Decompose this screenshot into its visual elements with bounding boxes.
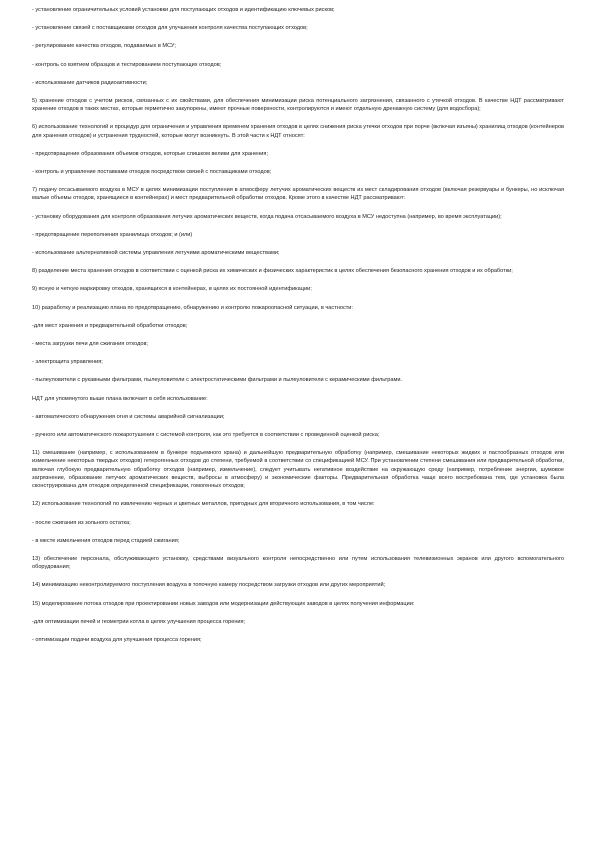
numbered-paragraph: 7) подачу отсасываемого воздуха в МСУ в целях минимизации поступления в атмосферу летучих ароматических веществ из мест складирования отходов (включая резервуары и бункеры, но исключая малые объемы отходов, хранящиеся в контейнерах) и мест предварительной обработки отходов. Кроме этого в качестве НДТ рассматривают: <box>32 187 564 202</box>
numbered-paragraph: 13) обеспечение персонала, обслуживающего установку, средствами визуального контроля непосредственно или путем использования телевизионных экранов или другого вспомогательного оборудования; <box>32 555 564 571</box>
list-item: - после сжигания из зольного остатка; <box>32 519 131 526</box>
list-item: -для мест хранения и предварительной обработки отходов; <box>32 322 188 329</box>
list-item: - контроль и управление поставками отходов посредством связей с поставщиками отходов; <box>32 169 272 176</box>
list-item: -для оптимизации печей и геометрии котла в целях улучшения процесса горения; <box>32 618 246 625</box>
list-item: - оптимизации подачи воздуха для улучшения процесса горения; <box>32 636 202 643</box>
numbered-paragraph: 5) хранение отходов с учетом рисков, связанных с их свойствами, для обеспечения минимизации риска потенциального загрязнения, связанного с утечкой отходов. В качестве НДТ рассматривают хранение отходов в таких местах, которые герметично закупорены, имеют прочные поверхности, контролируются и имеют отдельную дренажную систему (для водосбора); <box>32 98 564 113</box>
list-item: - контроль со взятием образцов и тестированием поступающих отходов; <box>32 61 222 68</box>
body-paragraph: НДТ для упомянутого выше плана включает в себя использование: <box>32 395 208 402</box>
numbered-paragraph: 6) использование технологий и процедур для ограничения и управления временем хранения отходов в целях снижения риска утечки отходов при порче (включая изъяны) хранилищ отходов (контейнеров для хранения отходов) и устранения трудностей, которые могут возникнуть. В этой части к НДТ относят: <box>32 124 564 139</box>
numbered-paragraph: 9) ясную и четкую маркировку отходов, хранящихся в контейнерах, в целях их постоянной идентификации; <box>32 286 312 293</box>
list-item: - установление связей с поставщиками отходов для улучшения контроля качества поступающих отходов; <box>32 25 308 32</box>
numbered-paragraph: 10) разработку и реализацию плана по предотвращению, обнаружению и контролю пожароопасной ситуации, в частности: <box>32 304 353 311</box>
list-item: - места загрузки печи для сжигания отходов; <box>32 341 148 348</box>
list-item: - в месте измельчения отходов перед стадией сжигания; <box>32 537 180 544</box>
list-item: - предотвращение образования объемов отходов, которые слишком велики для хранения; <box>32 150 269 157</box>
list-item: - пылеуловители с рукавными фильтрами, пылеуловители с электростатическими фильтрами и пылеуловители с керамическими фильтрами. <box>32 377 402 384</box>
list-item: - предотвращение переполнения хранилища отходов; и (или) <box>32 231 193 238</box>
document-page <box>32 6 564 654</box>
list-item: - регулирование качества отходов, подаваемых в МСУ; <box>32 43 176 50</box>
list-item: - электрощита управления; <box>32 359 103 366</box>
numbered-paragraph: 14) минимизацию неконтролируемого поступления воздуха в топочную камеру посредством загрузки отходов или других мероприятий; <box>32 582 386 589</box>
list-item: - использование альтернативной системы управления летучими ароматическими веществами; <box>32 250 280 257</box>
numbered-paragraph: 8) разделение места хранения отходов в соответствии с оценкой риска их химических и физических характеристик в целях обеспечения безопасного хранения отходов и их обработки; <box>32 268 513 275</box>
numbered-paragraph: 11) смешивание (например, с использованием в бункере подъемного крана) и дальнейшую предварительную обработку (например, смешивание некоторых жидких и пастообразных отходов или измельчение некоторых твердых отходов) гетерогенных отходов до степени, требуемой в соответствии со спецификацией МСУ. При установлении степени смешивания или предварительной обработки, включая глубокую предварительную обработку отходов (например, измельчение), следует учитывать негативное воздействие на окружающую среду (например, потребление энергии, шумовое загрязнение, образование летучих ароматических веществ, выбросы в атмосферу) и экономические факторы. Предварительная обработка чаще всего востребована тем, где установка была сконструирована для отходов определенной спецификации, гомогенных отходов; <box>32 450 564 490</box>
list-item: - использование датчиков радиоактивности; <box>32 79 148 86</box>
list-item: - установку оборудования для контроля образования летучих ароматических веществ, когда подача отсасываемого воздуха в МСУ недоступна (например, во время эксплуатации); <box>32 213 502 220</box>
numbered-paragraph: 15) моделирование потока отходов при проектировании новых заводов или модернизации действующих заводов в целях получения информации: <box>32 600 415 607</box>
numbered-paragraph: 12) использование технологий по извлечению черных и цветных металлов, пригодных для вторичного использования, в том числе: <box>32 501 375 508</box>
list-item: - автоматического обнаружения огня и системы аварийной сигнализации; <box>32 413 225 420</box>
list-item: - ручного или автоматического пожаротушения с системой контроля, как это требуется в соответствии с проведенной оценкой риска; <box>32 432 380 439</box>
list-item: - установление ограничительных условий установки для поступающих отходов и идентификацию ключевых рисков; <box>32 7 335 13</box>
